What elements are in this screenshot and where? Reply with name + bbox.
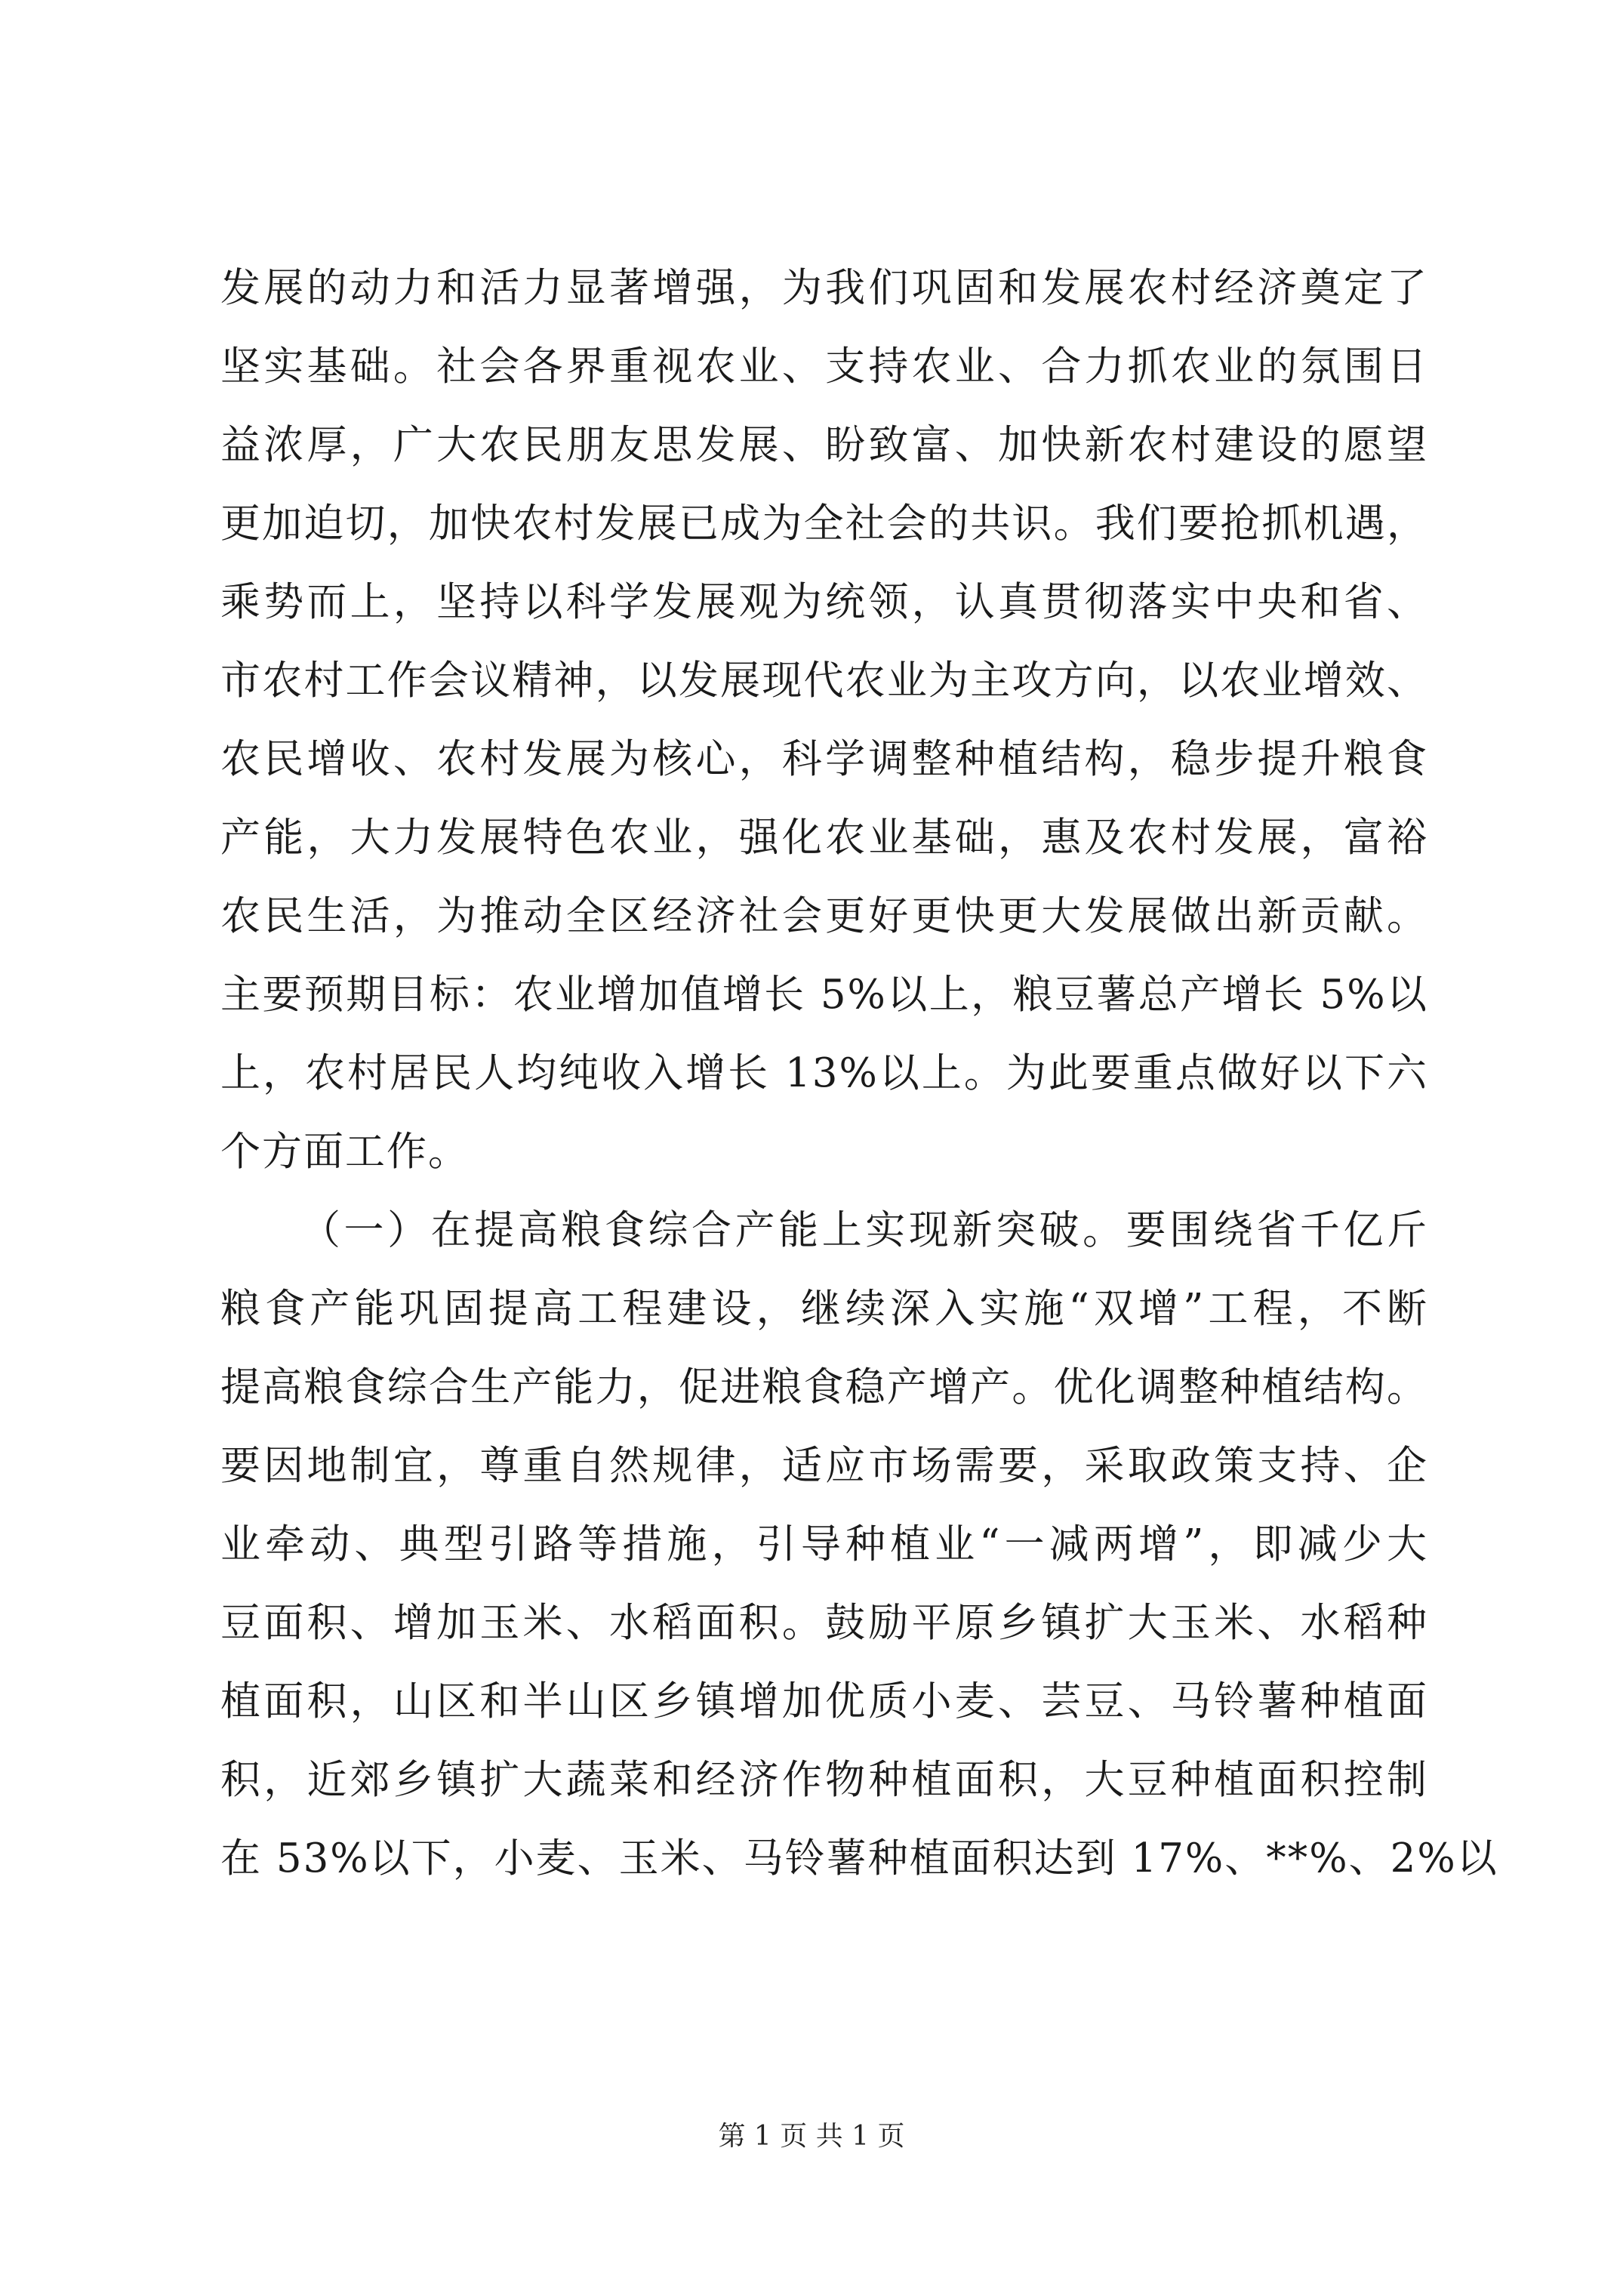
text-line: 益浓厚，广大农民朋友思发展、盼致富、加快新农村建设的愿望	[220, 422, 1428, 468]
text-line: 产能，大力发展特色农业，强化农业基础，惠及农村发展，富裕	[220, 815, 1428, 861]
text-line: 要因地制宜，尊重自然规律，适应市场需要，采取政策支持、企	[220, 1443, 1428, 1489]
text-line: 发展的动力和活力显著增强，为我们巩固和发展农村经济奠定了	[220, 265, 1428, 311]
text-line: 提高粮食综合生产能力，促进粮食稳产增产。优化调整种植结构。	[220, 1364, 1428, 1410]
page-number-footer: 第 1 页 共 1 页	[718, 2121, 905, 2152]
document-body	[220, 249, 1498, 1898]
text-line: 豆面积、增加玉米、水稻面积。鼓励平原乡镇扩大玉米、水稻种	[220, 1600, 1428, 1646]
text-line: 乘势而上，坚持以科学发展观为统领，认真贯彻落实中央和省、	[220, 579, 1428, 625]
text-line: 粮食产能巩固提高工程建设，继续深入实施“双增”工程，不断	[220, 1286, 1428, 1332]
text-line: 更加迫切，加快农村发展已成为全社会的共识。我们要抢抓机遇，	[220, 501, 1428, 547]
text-line: 市农村工作会议精神，以发展现代农业为主攻方向，以农业增效、	[220, 658, 1428, 704]
text-line: 业牵动、典型引路等措施，引导种植业“一减两增”，即减少大	[220, 1521, 1428, 1567]
text-line: 主要预期目标：农业增加值增长 5%以上，粮豆薯总产增长 5%以	[220, 972, 1428, 1018]
text-line: 植面积，山区和半山区乡镇增加优质小麦、芸豆、马铃薯种植面	[220, 1678, 1428, 1724]
text-line-paragraph-end: 个方面工作。	[220, 1129, 470, 1175]
text-line: 上，农村居民人均纯收入增长 13%以上。为此要重点做好以下六	[220, 1050, 1428, 1096]
text-line: 农民增收、农村发展为核心，科学调整种植结构，稳步提升粮食	[220, 736, 1428, 782]
text-line-paragraph-start: （一）在提高粮食综合产能上实现新突破。要围绕省千亿斤	[300, 1207, 1428, 1253]
text-line: 坚实基础。社会各界重视农业、支持农业、合力抓农业的氛围日	[220, 344, 1428, 390]
text-line: 农民生活，为推动全区经济社会更好更快更大发展做出新贡献。	[220, 893, 1428, 939]
text-line: 在 53%以下，小麦、玉米、马铃薯种植面积达到 17%、**%、2%以	[220, 1835, 1498, 1881]
text-line: 积，近郊乡镇扩大蔬菜和经济作物种植面积，大豆种植面积控制	[220, 1757, 1428, 1803]
